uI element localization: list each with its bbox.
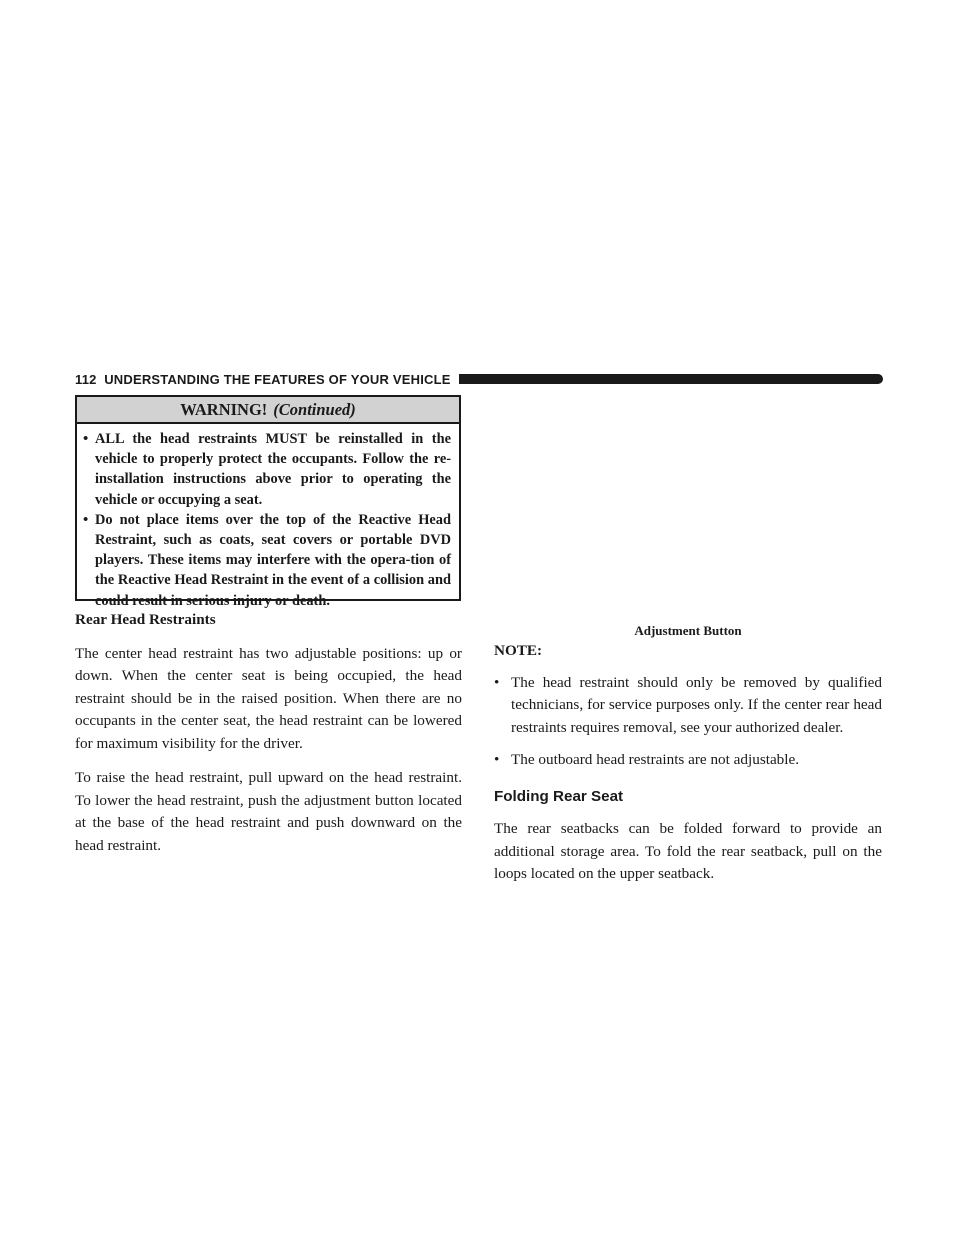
- body-paragraph: The rear seatbacks can be folded forward to provide an additional storage area. To fold the rear seatback, pull on the loops located on the upper seatback.: [494, 820, 882, 882]
- bullet-icon: •: [83, 431, 89, 447]
- body-paragraph: To raise the head restraint, pull upward on the head restraint. To lower the head restraint, push the adjustment button located at the base of the head restraint and push downward on the head restraint.: [75, 769, 462, 854]
- note-item-text: The head restraint should only be removed by qualified technicians, for service purposes only. If the center rear head restraints requires removal, see your authorized dealer.: [511, 673, 882, 736]
- warning-item: [83, 429, 451, 510]
- page-number: 112: [75, 371, 97, 387]
- note-item-text: The outboard head restraints are not adjustable.: [511, 751, 800, 768]
- note-label: NOTE:: [494, 642, 543, 659]
- figure-caption: Adjustment Button: [634, 623, 742, 638]
- page-header: [75, 369, 883, 389]
- note-section: [494, 640, 882, 886]
- warning-continued: (Continued): [273, 400, 356, 419]
- bullet-icon: •: [494, 673, 500, 691]
- section-title: UNDERSTANDING THE FEATURES OF YOUR VEHICLE: [104, 371, 451, 387]
- bullet-icon: •: [83, 511, 89, 528]
- header-rule: [459, 374, 883, 384]
- warning-title: WARNING!: [180, 400, 268, 419]
- warning-header: [77, 397, 459, 424]
- page-header-text: [75, 372, 459, 387]
- note-item: [494, 749, 882, 772]
- section-heading: Rear Head Restraints: [75, 611, 216, 628]
- warning-item: [83, 510, 451, 611]
- rear-head-restraints-section: [75, 609, 462, 857]
- section-heading: Folding Rear Seat: [494, 787, 624, 805]
- note-item: [494, 672, 882, 740]
- bullet-icon: •: [494, 751, 500, 768]
- warning-box: [75, 395, 461, 609]
- warning-item-text: Do not place items over the top of the Reactive Head Restraint, such as coats, seat covers or portable DVD players. These items may interfere with the opera-tion of the Reactive Head Restraint in the event of a collision and could result in serious injury or death.: [95, 511, 451, 609]
- body-paragraph: The center head restraint has two adjustable positions: up or down. When the center seat is being occupied, the head restraint should be in the raised position. When there are no occupants in the center seat, the head restraint can be lowered for maximum visibility for the driver.: [75, 644, 462, 752]
- warning-body: [77, 424, 459, 611]
- warning-item-text: ALL the head restraints MUST be reinstalled in the vehicle to properly protect the occupants. Follow the re-installation instructions above prior to operating the vehicle or occupying a seat.: [95, 431, 451, 508]
